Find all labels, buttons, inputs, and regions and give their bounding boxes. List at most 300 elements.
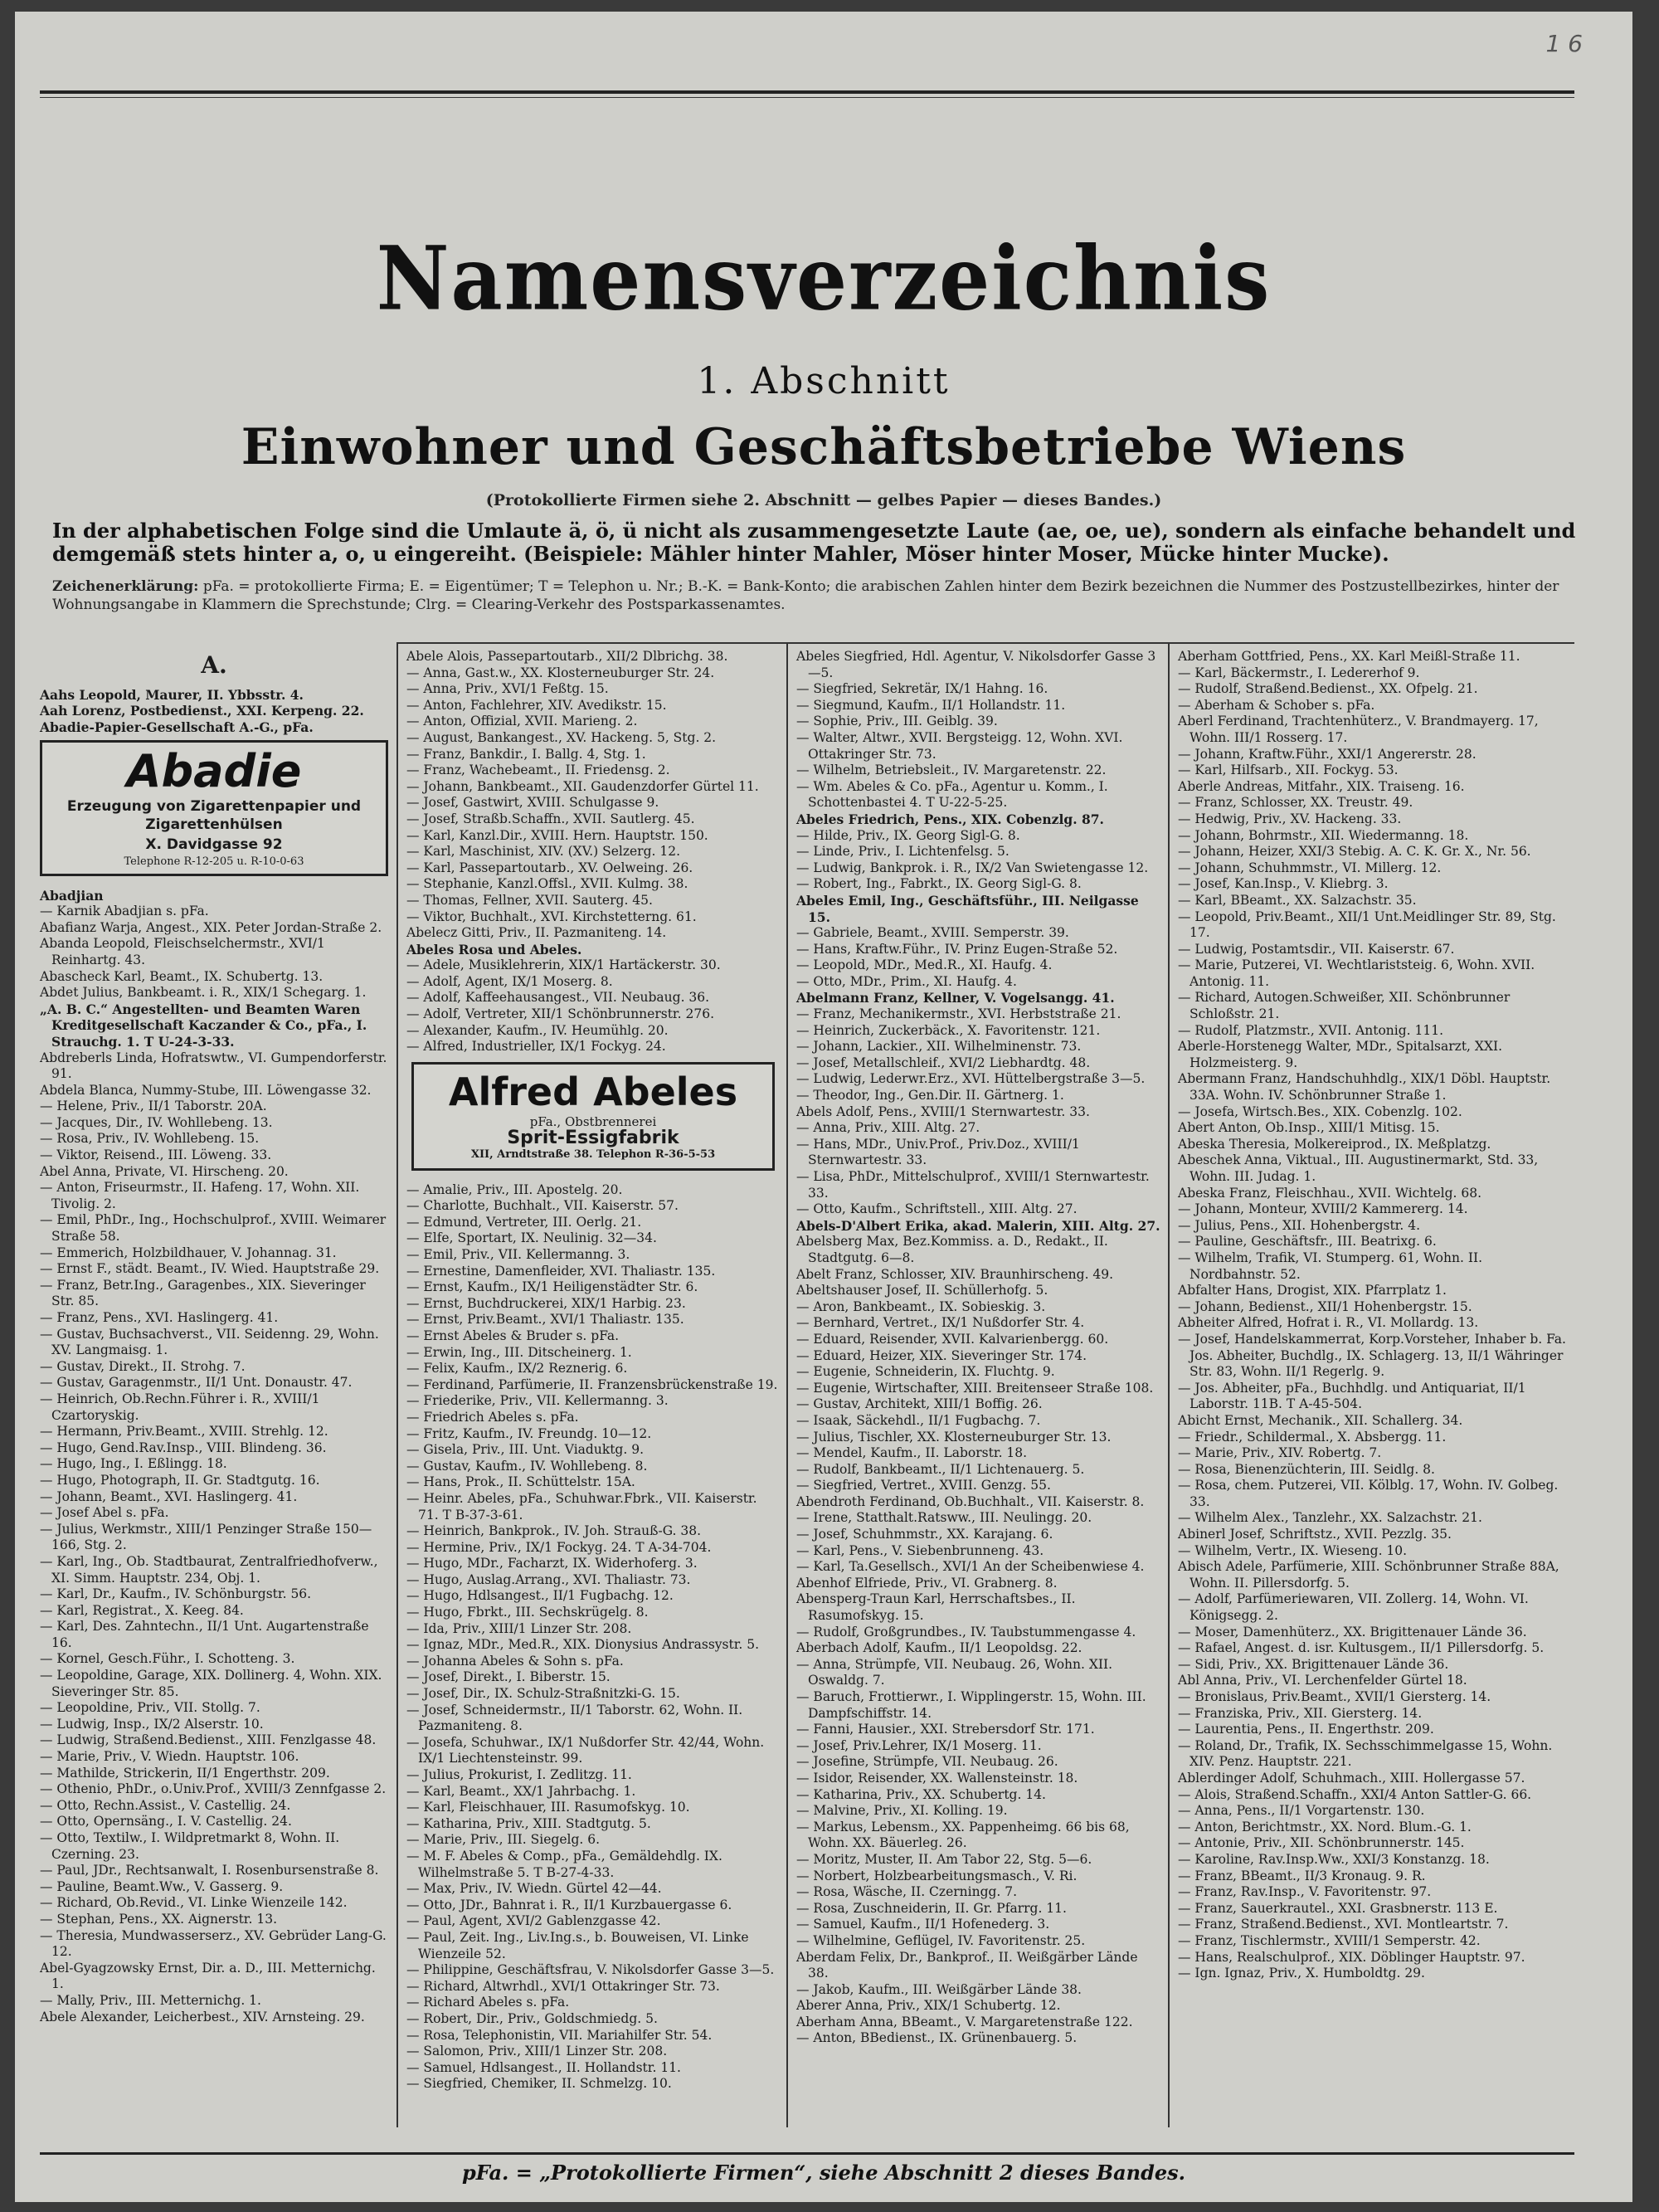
directory-entry: — Rudolf, Platzmstr., XVII. Antonig. 111.	[1178, 1022, 1444, 1038]
directory-page	[15, 12, 1632, 2202]
directory-entry: Abel Anna, Private, VI. Hirscheng. 20.	[40, 1163, 289, 1179]
directory-entry: — Hans, MDr., Univ.Prof., Priv.Doz., XVIII/1 Sternwartestr. 33.	[796, 1136, 1080, 1168]
directory-entry: — Otto, Opernsäng., I. V. Castellig. 24.	[40, 1814, 292, 1830]
directory-entry: — August, Bankangest., XV. Hackeng. 5, Stg. 2.	[406, 729, 717, 745]
directory-entry: Abeles Siegfried, Hdl. Agentur, V. Nikolsdorfer Gasse 3—5.	[796, 649, 1156, 680]
directory-entry: — Viktor, Buchhalt., XVI. Kirchstetterng. 61.	[406, 909, 697, 924]
directory-entry: — Anna, Pens., II/1 Vorgartenstr. 130.	[1178, 1803, 1425, 1819]
directory-entry: — Baruch, Frottierwr., I. Wipplingerstr. 15, Wohn. III. Dampfschiffstr. 14.	[796, 1689, 1146, 1721]
directory-entry: Abele Alois, Passepartoutarb., XII/2 Dlbrichg. 38.	[406, 649, 728, 664]
directory-entry: — Johann, Lackier., XII. Wilhelminenstr. 73.	[796, 1039, 1082, 1055]
directory-entry: Abafianz Warja, Angest., XIX. Peter Jordan-Straße 2.	[40, 919, 382, 935]
directory-entry: — Viktor, Reisend., III. Löweng. 33.	[40, 1147, 272, 1163]
directory-entry: — Ludwig, Insp., IX/2 Alserstr. 10.	[40, 1716, 264, 1732]
directory-entry: — Josef, Dir., IX. Schulz-Straßnitzki-G. 15.	[406, 1686, 680, 1702]
directory-entry: — Wm. Abeles & Co. pFa., Agentur u. Komm., I. Schottenbastei 4. T U-22-5-25.	[796, 778, 1108, 811]
directory-entry: Abisch Adele, Parfümerie, XIII. Schönbrunner Straße 88A, Wohn. II. Pillersdorfg. 5.	[1178, 1559, 1559, 1591]
directory-entry: — Samuel, Kaufm., II/1 Hofenederg. 3.	[796, 1917, 1050, 1932]
directory-entry: — Eugenie, Wirtschafter, XIII. Breitenseer Straße 108.	[796, 1380, 1154, 1396]
directory-entry: — Josef, Straßb.Schaffn., XVII. Sautlerg. 45.	[406, 811, 695, 826]
directory-entry: Abeska Franz, Fleischhau., XVII. Wichtelg. 68.	[1178, 1185, 1482, 1201]
directory-entry: — Thomas, Fellner, XVII. Sauterg. 45.	[406, 892, 653, 908]
directory-entry: — Ludwig, Bankprok. i. R., IX/2 Van Swietengasse 12.	[796, 860, 1149, 875]
directory-entry: — Aberham & Schober s. pFa.	[1178, 697, 1375, 713]
directory-entry: — Salomon, Priv., XIII/1 Linzer Str. 208.	[406, 2044, 668, 2059]
abeles-line-1: pFa., Obstbrennerei	[529, 1113, 657, 1129]
directory-entry: — Johann, Bankbeamt., XII. Gaudenzdorfer Gürtel 11.	[406, 778, 759, 794]
directory-entry: — Markus, Lebensm., XX. Pappenheimg. 66 bis 68, Wohn. XX. Bäuerleg. 26.	[796, 1819, 1130, 1851]
directory-entry: — Hans, Kraftw.Führ., IV. Prinz Eugen-Straße 52.	[796, 941, 1118, 957]
directory-entry: — Eduard, Reisender, XVII. Kalvarienbergg. 60.	[796, 1331, 1109, 1347]
page-title: Namensverzeichnis	[376, 227, 1272, 330]
top-rule-thin	[40, 97, 1574, 98]
directory-entry: Abeles Emil, Ing., Geschäftsführ., III. Neilgasse 15.	[796, 892, 1139, 925]
directory-entry: — Wilhelm, Trafik, VI. Stumperg. 61, Wohn. II. Nordbahnstr. 52.	[1178, 1250, 1482, 1282]
directory-entry: Aahs Leopold, Maurer, II. Ybbsstr. 4.	[40, 686, 304, 703]
directory-entry: — Jos. Abheiter, pFa., Buchhdlg. und Antiquariat, II/1 Laborstr. 11B. T A-45-504.	[1178, 1380, 1526, 1412]
directory-entry: — Othenio, PhDr., o.Univ.Prof., XVIII/3 Zennfgasse 2.	[40, 1781, 387, 1797]
page-subtitle: Einwohner und Geschäftsbetriebe Wiens	[241, 418, 1407, 476]
directory-entry: — Karl, Fleischhauer, III. Rasumofskyg. 10.	[406, 1800, 690, 1815]
directory-entry: — Adolf, Agent, IX/1 Moserg. 8.	[406, 973, 613, 989]
directory-entry: „A. B. C.“ Angestellten- und Beamten Waren Kreditgesellschaft Kaczander & Co., pFa., I. Strauchg. 1. T U-24-3-33.	[40, 1001, 367, 1050]
directory-entry: — Hugo, Gend.Rav.Insp., VIII. Blindeng. 36.	[40, 1440, 327, 1455]
directory-entry: — Elfe, Sportart, IX. Neulinig. 32—34.	[406, 1230, 657, 1246]
directory-entry: — Aron, Bankbeamt., IX. Sobieskig. 3.	[796, 1298, 1046, 1314]
abadie-line-1: Erzeugung von Zigarettenpapier und	[66, 798, 362, 816]
directory-entry: — Charlotte, Buchhalt., VII. Kaiserstr. 57.	[406, 1198, 679, 1214]
directory-entry: — Paul, JDr., Rechtsanwalt, I. Rosenbursenstraße 8.	[40, 1863, 379, 1878]
directory-entry: — Paul, Zeit. Ing., Liv.Ing.s., b. Bouweisen, VI. Linke Wienzeile 52.	[406, 1929, 749, 1961]
directory-entry: — Hugo, Photograph, II. Gr. Stadtgutg. 16.	[40, 1472, 320, 1488]
directory-entry: — Richard, Autogen.Schweißer, XII. Schönbrunner Schloßstr. 21.	[1178, 990, 1511, 1022]
directory-entry: — Karoline, Rav.Insp.Ww., XXI/3 Konstanzg. 18.	[1178, 1851, 1490, 1867]
directory-entry: — Gustav, Garagenmstr., II/1 Unt. Donaustr. 47.	[40, 1375, 353, 1391]
directory-entry: — Kornel, Gesch.Führ., I. Schotteng. 3.	[40, 1651, 295, 1667]
directory-entry: Abinerl Josef, Schriftstz., XVII. Pezzlg. 35.	[1178, 1527, 1452, 1542]
directory-entry: Abel-Gyagzowsky Ernst, Dir. a. D., III. Metternichg. 1.	[40, 1960, 376, 1992]
column-1	[40, 649, 388, 2025]
directory-entry: — Franz, Schlosser, XX. Treustr. 49.	[1178, 795, 1413, 811]
directory-entry: Abeska Theresia, Molkereiprod., IX. Meßplatzg.	[1178, 1136, 1491, 1152]
directory-entry: Abermann Franz, Handschuhhdlg., XIX/1 Döbl. Hauptstr. 33A. Wohn. IV. Schönbrunner Straße 1.	[1178, 1071, 1551, 1104]
directory-entry: — Ferdinand, Parfümerie, II. Franzensbrückenstraße 19.	[406, 1376, 778, 1392]
directory-entry: — Fritz, Kaufm., IV. Freundg. 10—12.	[406, 1425, 652, 1441]
directory-entry: Abels-D'Albert Erika, akad. Malerin, XIII. Altg. 27.	[796, 1217, 1160, 1234]
directory-entry: — Pauline, Beamt.Ww., V. Gasserg. 9.	[40, 1878, 284, 1894]
directory-entry: — Walter, Altwr., XVII. Bergsteigg. 12, Wohn. XVI. Ottakringer Str. 73.	[796, 729, 1123, 762]
directory-entry: — Heinrich, Zuckerbäck., X. Favoritenstr. 121.	[796, 1022, 1101, 1038]
directory-entry: — Wilhelm Alex., Tanzlehr., XX. Salzachstr. 21.	[1178, 1510, 1482, 1526]
directory-entry: — Marie, Priv., XIV. Robertg. 7.	[1178, 1445, 1382, 1461]
col2-top-entries	[406, 649, 780, 1055]
directory-entry: Abascheck Karl, Beamt., IX. Schubertg. 13.	[40, 968, 324, 984]
column-4	[1178, 649, 1568, 1982]
col1-top-entries	[40, 687, 388, 736]
directory-entry: — Richard, Ob.Revid., VI. Linke Wienzeile 142.	[40, 1895, 348, 1911]
directory-entry: — Franz, Wachebeamt., II. Friedensg. 2.	[406, 763, 670, 778]
directory-entry: Aberham Anna, BBeamt., V. Margaretenstraße 122.	[796, 2014, 1133, 2029]
column-divider-3	[1168, 642, 1170, 2127]
directory-entry: Aberle Andreas, Mitfahr., XIX. Traiseng. 16.	[1178, 778, 1465, 794]
directory-entry: — Josef, Gastwirt, XVIII. Schulgasse 9.	[406, 795, 659, 811]
directory-entry: — Ignaz, MDr., Med.R., XIX. Dionysius Andrassystr. 5.	[406, 1637, 760, 1653]
directory-entry: — Leopold, Priv.Beamt., XII/1 Unt.Meidlinger Str. 89, Stg. 17.	[1178, 909, 1556, 941]
directory-entry: — Malvine, Priv., XI. Kolling. 19.	[796, 1803, 1008, 1819]
directory-entry: — Hugo, Ing., I. Eßlingg. 18.	[40, 1456, 227, 1472]
directory-entry: — Philippine, Geschäftsfrau, V. Nikolsdorfer Gasse 3—5.	[406, 1962, 775, 1978]
directory-entry: — Josefa, Wirtsch.Bes., XIX. Cobenzlg. 102.	[1178, 1104, 1462, 1119]
directory-entry: — Max, Priv., IV. Wiedn. Gürtel 42—44.	[406, 1881, 662, 1897]
directory-entry: — Rosa, Priv., IV. Wohllebeng. 15.	[40, 1131, 260, 1147]
legend-label: Zeichenerklärung:	[52, 578, 199, 595]
directory-entry: — Johann, Schuhmmstr., VI. Millerg. 12.	[1178, 860, 1442, 875]
directory-entry: — Franz, Straßend.Bedienst., XVI. Montleartstr. 7.	[1178, 1917, 1509, 1932]
directory-entry: — Karl, Beamt., XX/1 Jahrbachg. 1.	[406, 1783, 636, 1799]
directory-entry: — Karl, Maschinist, XIV. (XV.) Selzerg. 12.	[406, 844, 681, 860]
col2-entries	[406, 1182, 780, 2093]
directory-entry: — Ernst, Kaufm., IX/1 Heiligenstädter Str. 6.	[406, 1279, 698, 1295]
directory-entry: — Josef, Handelskammerrat, Korp.Vorsteher, Inhaber b. Fa. Jos. Abheiter, Buchdlg., IX. Schlagerg. 13, II/1 Währinger Str. 83, Wohn. II/1 Regerlg. 9.	[1178, 1331, 1566, 1380]
directory-entry: — Rosa, Telephonistin, VII. Mariahilfer Str. 54.	[406, 2027, 713, 2043]
page-number-handwritten: 1 6	[1545, 30, 1583, 57]
directory-entry: — Gustav, Kaufm., IV. Wohllebeng. 8.	[406, 1458, 648, 1474]
directory-entry: — Josef, Schuhmmstr., XX. Karajang. 6.	[796, 1527, 1053, 1542]
directory-entry: — Josef, Metallschleif., XVI/2 Liebhardtg. 48.	[796, 1055, 1091, 1070]
directory-entry: Abdreberls Linda, Hofratswtw., VI. Gumpendorferstr. 91.	[40, 1050, 387, 1082]
directory-entry: — Franz, BBeamt., II/3 Kronaug. 9. R.	[1178, 1868, 1426, 1883]
abadie-advertisement	[40, 740, 388, 875]
directory-entry: — Gabriele, Beamt., XVIII. Semperstr. 39.	[796, 925, 1069, 941]
directory-entry: — Karl, Pens., V. Siebenbrunneng. 43.	[796, 1542, 1044, 1558]
directory-entry: — Friedrich Abeles s. pFa.	[406, 1409, 579, 1425]
directory-entry: Aberer Anna, Priv., XIX/1 Schubertg. 12.	[796, 1998, 1061, 2014]
directory-entry: — Leopold, MDr., Med.R., XI. Haufg. 4.	[796, 957, 1053, 973]
directory-entry: — Josef Abel s. pFa.	[40, 1505, 169, 1521]
directory-entry: — Rosa, Zuschneiderin, II. Gr. Pfarrg. 11.	[796, 1900, 1067, 1916]
directory-entry: — Felix, Kaufm., IX/2 Reznerig. 6.	[406, 1361, 628, 1376]
directory-entry: — Marie, Priv., III. Siegelg. 6.	[406, 1832, 601, 1848]
top-rule	[40, 90, 1574, 94]
directory-entry: — Wilhelm, Betriebsleit., IV. Margaretenstr. 22.	[796, 763, 1107, 778]
paren-note: (Protokollierte Firmen siehe 2. Abschnitt — gelbes Papier — dieses Bandes.)	[485, 491, 1162, 509]
directory-entry: — Erwin, Ing., III. Ditscheinerg. 1.	[406, 1344, 632, 1360]
directory-entry: — Samuel, Hdlsangest., II. Hollandstr. 11.	[406, 2059, 681, 2075]
directory-entry: — Johanna Abeles & Sohn s. pFa.	[406, 1653, 624, 1669]
directory-entry: Abadie-Papier-Gesellschaft A.-G., pFa.	[40, 719, 314, 735]
directory-entry: — Karl, Ta.Gesellsch., XVI/1 An der Scheibenwiese 4.	[796, 1559, 1145, 1575]
directory-entry: — Karl, Passepartoutarb., XV. Oelweing. 26.	[406, 860, 693, 875]
directory-entry: — Karnik Abadjian s. pFa.	[40, 904, 209, 919]
directory-entry: — Ernst Abeles & Bruder s. pFa.	[406, 1328, 620, 1343]
directory-entry: — Siegfried, Chemiker, II. Schmelzg. 10.	[406, 2076, 672, 2092]
directory-entry: — Richard, Altwrhdl., XVI/1 Ottakringer Str. 73.	[406, 1978, 720, 1994]
directory-entry: — Anton, BBedienst., IX. Grünenbauerg. 5.	[796, 2030, 1078, 2046]
directory-entry: — Anna, Priv., XIII. Altg. 27.	[796, 1120, 980, 1136]
directory-entry: Abicht Ernst, Mechanik., XII. Schallerg. 34.	[1178, 1412, 1463, 1428]
directory-entry: — Josefine, Strümpfe, VII. Neubaug. 26.	[796, 1754, 1058, 1770]
directory-entry: — Anna, Priv., XVI/1 Feßtg. 15.	[406, 681, 609, 697]
directory-entry: — Theodor, Ing., Gen.Dir. II. Gärtnerg. 1.	[796, 1088, 1064, 1104]
directory-entry: — Karl, Des. Zahntechn., II/1 Unt. Augartenstraße 16.	[40, 1619, 369, 1650]
directory-entry: — Richard Abeles s. pFa.	[406, 1995, 570, 2010]
directory-entry: Aberbach Adolf, Kaufm., II/1 Leopoldsg. 22.	[796, 1640, 1082, 1656]
directory-entry: — Mathilde, Strickerin, II/1 Engerthstr. 209.	[40, 1765, 330, 1781]
directory-entry: Abendroth Ferdinand, Ob.Buchhalt., VII. Kaiserstr. 8.	[796, 1493, 1145, 1509]
directory-entry: — Alexander, Kaufm., IV. Heumühlg. 20.	[406, 1022, 669, 1038]
directory-entry: Abele Alexander, Leicherbest., XIV. Arnsteing. 29.	[40, 2009, 365, 2024]
directory-entry: Abelmann Franz, Kellner, V. Vogelsangg. 41.	[796, 990, 1115, 1006]
directory-entry: — Adolf, Vertreter, XII/1 Schönbrunnerstr. 276.	[406, 1006, 715, 1022]
directory-entry: — Norbert, Holzbearbeitungsmasch., V. Ri.	[796, 1868, 1078, 1883]
directory-entry: — Hugo, Auslag.Arrang., XVI. Thaliastr. 73.	[406, 1571, 691, 1587]
directory-entry: — Robert, Ing., Fabrkt., IX. Georg Sigl-G. 8.	[796, 876, 1082, 892]
directory-entry: — Josef, Kan.Insp., V. Kliebrg. 3.	[1178, 876, 1389, 892]
directory-entry: Abensperg-Traun Karl, Herrschaftsbes., II. Rasumofskyg. 15.	[796, 1591, 1076, 1624]
directory-entry: — Franz, Betr.Ing., Garagenbes., XIX. Sieveringer Str. 85.	[40, 1277, 366, 1309]
directory-entry: Abeltshauser Josef, II. Schüllerhofg. 5.	[796, 1283, 1048, 1298]
directory-entry: Abfalter Hans, Drogist, XIX. Pfarrplatz 1.	[1178, 1283, 1447, 1298]
directory-entry: Ablerdinger Adolf, Schuhmach., XIII. Hollergasse 57.	[1178, 1770, 1525, 1786]
directory-entry: — Karl, BBeamt., XX. Salzachstr. 35.	[1178, 892, 1417, 908]
directory-entry: — Mendel, Kaufm., II. Laborstr. 18.	[796, 1445, 1028, 1461]
directory-entry: — Josefa, Schuhwar., IX/1 Nußdorfer Str. 42/44, Wohn. IX/1 Liechtensteinstr. 99.	[406, 1734, 765, 1766]
directory-entry: — Adolf, Parfümeriewaren, VII. Zollerg. 14, Wohn. VI. Königsegg. 2.	[1178, 1591, 1529, 1624]
directory-entry: — Ernst, Priv.Beamt., XVI/1 Thaliastr. 135.	[406, 1312, 684, 1328]
directory-entry: — Rudolf, Großgrundbes., IV. Taubstummengasse 4.	[796, 1624, 1136, 1640]
directory-entry: — Siegfried, Sekretär, IX/1 Hahng. 16.	[796, 681, 1048, 697]
directory-entry: — Rosa, chem. Putzerei, VII. Kölblg. 17, Wohn. IV. Golbeg. 33.	[1178, 1478, 1559, 1509]
directory-entry: — Leopoldine, Priv., VII. Stollg. 7.	[40, 1700, 260, 1716]
directory-entry: — Ernestine, Damenfleider, XVI. Thaliastr. 135.	[406, 1263, 716, 1279]
directory-entry: — Hermann, Priv.Beamt., XVIII. Strehlg. 12.	[40, 1424, 328, 1440]
directory-entry: — Johann, Kraftw.Führ., XXI/1 Angererstr. 28.	[1178, 746, 1477, 762]
directory-entry: — Otto, MDr., Prim., XI. Haufg. 4.	[796, 973, 1017, 989]
abadie-address: X. Davidgasse 92	[145, 836, 283, 854]
directory-entry: — Hugo, Hdlsangest., II/1 Fugbachg. 12.	[406, 1588, 674, 1604]
directory-entry: — Ernst, Buchdruckerei, XIX/1 Harbig. 23.	[406, 1295, 686, 1311]
directory-entry: Abanda Leopold, Fleischselchermstr., XVI/1 Reinhartg. 43.	[40, 936, 325, 967]
directory-entry: — Julius, Pens., XII. Hohenbergstr. 4.	[1178, 1217, 1421, 1233]
directory-entry: — Mally, Priv., III. Metternichg. 1.	[40, 1992, 261, 2008]
directory-entry: — Ludwig, Straßend.Bedienst., XIII. Fenzlgasse 48.	[40, 1732, 377, 1748]
directory-entry: — Franz, Pens., XVI. Haslingerg. 41.	[40, 1310, 279, 1325]
directory-entry: — Ernst F., städt. Beamt., IV. Wied. Hauptstraße 29.	[40, 1261, 380, 1277]
directory-entry: — Jakob, Kaufm., III. Weißgärber Lände 38.	[796, 1981, 1082, 1997]
column-divider-2	[786, 642, 788, 2127]
directory-entry: — Hedwig, Priv., XV. Hackeng. 33.	[1178, 811, 1402, 826]
directory-entry: — Ludwig, Lederwr.Erz., XVI. Hüttelbergstraße 3—5.	[796, 1071, 1146, 1087]
col3-entries	[796, 649, 1161, 2047]
directory-entry: — Fanni, Hausier., XXI. Strebersdorf Str. 171.	[796, 1722, 1095, 1737]
directory-entry: — Pauline, Geschäftsfr., III. Beatrixg. 6.	[1178, 1234, 1437, 1250]
directory-entry: — Emmerich, Holzbildhauer, V. Johannag. 31.	[40, 1245, 337, 1260]
directory-entry: — Josef, Priv.Lehrer, IX/1 Moserg. 11.	[796, 1737, 1042, 1753]
directory-entry: — Leopoldine, Garage, XIX. Dollinerg. 4, Wohn. XIX. Sieveringer Str. 85.	[40, 1668, 382, 1699]
directory-entry: Aberham Gottfried, Pens., XX. Karl Meißl-Straße 11.	[1178, 649, 1520, 664]
directory-entry: — Roland, Dr., Trafik, IX. Sechsschimmelgasse 15, Wohn. XIV. Penz. Hauptstr. 221.	[1178, 1737, 1553, 1770]
directory-entry: Aberle-Horstenegg Walter, MDr., Spitalsarzt, XXI. Holzmeisterg. 9.	[1178, 1039, 1503, 1070]
directory-entry: Abert Anton, Ob.Insp., XIII/1 Mitisg. 15.	[1178, 1120, 1440, 1136]
directory-entry: — Antonie, Priv., XII. Schönbrunnerstr. 145.	[1178, 1835, 1465, 1851]
directory-entry: — Franziska, Priv., XII. Giersterg. 14.	[1178, 1705, 1423, 1721]
directory-entry: — Lisa, PhDr., Mittelschulprof., XVIII/1 Sternwartestr. 33.	[796, 1169, 1150, 1201]
directory-entry: — Eduard, Heizer, XIX. Sieveringer Str. 174.	[796, 1347, 1087, 1363]
directory-entry: Abeles Rosa und Abeles.	[406, 941, 582, 957]
letter-heading: A.	[201, 651, 227, 679]
directory-entry: Abl Anna, Priv., VI. Lerchenfelder Gürtel 18.	[1178, 1673, 1467, 1688]
directory-entry: — Helene, Priv., II/1 Taborstr. 20A.	[40, 1099, 267, 1114]
directory-entry: Abelt Franz, Schlosser, XIV. Braunhirscheng. 49.	[796, 1266, 1114, 1282]
directory-entry: — Alois, Straßend.Schaffn., XXI/4 Anton Sattler-G. 66.	[1178, 1786, 1532, 1802]
directory-entry: — Hugo, MDr., Facharzt, IX. Widerhoferg. 3.	[406, 1556, 698, 1571]
directory-entry: — Anton, Fachlehrer, XIV. Avedikstr. 15.	[406, 697, 667, 713]
directory-entry: — Emil, Priv., VII. Kellermanng. 3.	[406, 1247, 630, 1262]
directory-entry: Abadjian	[40, 887, 104, 904]
directory-entry: — Sophie, Priv., III. Geiblg. 39.	[796, 714, 998, 729]
directory-entry: — Hermine, Priv., IX/1 Fockyg. 24. T A-34-704.	[406, 1539, 712, 1555]
directory-entry: — Otto, Textilw., I. Wildpretmarkt 8, Wohn. II. Czerning. 23.	[40, 1830, 340, 1862]
directory-entry: — Friederike, Priv., VII. Kellermanng. 3.	[406, 1393, 669, 1409]
directory-entry: — Hugo, Fbrkt., III. Sechskrügelg. 8.	[406, 1605, 649, 1620]
column-top-rule	[397, 642, 1574, 644]
directory-entry: — Gustav, Buchsachverst., VII. Seidenng. 29, Wohn. XV. Langmaisg. 1.	[40, 1326, 379, 1358]
directory-entry: — Rafael, Angest. d. isr. Kultusgem., II/1 Pillersdorfg. 5.	[1178, 1640, 1545, 1656]
footer-rule	[40, 2152, 1574, 2155]
directory-entry: Abdet Julius, Bankbeamt. i. R., XIX/1 Schegarg. 1.	[40, 985, 367, 1001]
legend	[52, 577, 1579, 614]
directory-entry: Abheiter Alfred, Hofrat i. R., VI. Mollardg. 13.	[1178, 1315, 1479, 1331]
directory-entry: — Karl, Registrat., X. Keeg. 84.	[40, 1602, 244, 1618]
directory-entry: — Julius, Prokurist, I. Zedlitzg. 11.	[406, 1767, 632, 1782]
directory-entry: — Sidi, Priv., XX. Brigittenauer Lände 36.	[1178, 1656, 1449, 1672]
abeles-advertisement	[411, 1062, 775, 1171]
directory-entry: — Marie, Putzerei, VI. Wechtlariststeig. 6, Wohn. XVII. Antonig. 11.	[1178, 957, 1535, 989]
section-heading: 1. Abschnitt	[697, 360, 951, 402]
directory-entry: — Karl, Dr., Kaufm., IV. Schönburgstr. 56.	[40, 1586, 312, 1602]
directory-entry: — Wilhelm, Vertr., IX. Wieseng. 10.	[1178, 1542, 1408, 1558]
directory-entry: Aberl Ferdinand, Trachtenhüterz., V. Brandmayerg. 17, Wohn. III/1 Rosserg. 17.	[1178, 714, 1539, 745]
directory-entry: — Irene, Statthalt.Ratsww., III. Neulingg. 20.	[796, 1510, 1092, 1526]
directory-entry: — Amalie, Priv., III. Apostelg. 20.	[406, 1182, 623, 1197]
col4-entries	[1178, 649, 1568, 1982]
directory-entry: — Franz, Tischlermstr., XVIII/1 Semperstr. 42.	[1178, 1932, 1481, 1948]
directory-entry: — Franz, Bankdir., I. Ballg. 4, Stg. 1.	[406, 746, 646, 762]
footer-note: pFa. = „Protokollierte Firmen“, siehe Abschnitt 2 dieses Bandes.	[462, 2161, 1185, 2185]
directory-entry: — Franz, Mechanikermstr., XVI. Herbststraße 21.	[796, 1006, 1121, 1022]
directory-entry: — Emil, PhDr., Ing., Hochschulprof., XVIII. Weimarer Straße 58.	[40, 1212, 387, 1245]
directory-entry: — Siegmund, Kaufm., II/1 Hollandstr. 11.	[796, 697, 1066, 713]
directory-entry: — Stephan, Pens., XX. Aignerstr. 13.	[40, 1911, 278, 1927]
abeles-address: XII, Arndtstraße 38. Telephon R-36-5-53	[470, 1148, 716, 1162]
col1-entries	[40, 888, 388, 2026]
abeles-line-2: Sprit-Essigfabrik	[507, 1128, 679, 1149]
directory-entry: — Heinrich, Ob.Rechn.Führer i. R., XVIII/1 Czartoryskig.	[40, 1391, 320, 1423]
directory-entry: — Paul, Agent, XVI/2 Gablenzgasse 42.	[406, 1913, 661, 1929]
directory-entry: — Otto, Kaufm., Schriftstell., XIII. Altg. 27.	[796, 1201, 1078, 1217]
directory-entry: — Gustav, Architekt, XIII/1 Boffig. 26.	[796, 1396, 1043, 1412]
directory-entry: Abelsberg Max, Bez.Kommiss. a. D., Redakt., II. Stadtgutg. 6—8.	[796, 1234, 1108, 1265]
directory-entry: — Heinrich, Bankprok., IV. Joh. Strauß-G. 38.	[406, 1523, 702, 1539]
directory-entry: — Karl, Ing., Ob. Stadtbaurat, Zentralfriedhofverw., XI. Simm. Hauptstr. 234, Obj. 1.	[40, 1553, 378, 1586]
directory-entry: — Franz, Rav.Insp., V. Favoritenstr. 97.	[1178, 1884, 1432, 1900]
directory-entry: Abelecz Gitti, Priv., II. Pazmaniteng. 14.	[406, 925, 667, 941]
directory-entry: Aberdam Felix, Dr., Bankprof., II. Weißgärber Lände 38.	[796, 1949, 1138, 1981]
directory-entry: — Linde, Priv., I. Lichtenfelsg. 5.	[796, 844, 1010, 860]
directory-entry: Abels Adolf, Pens., XVIII/1 Sternwartestr. 33.	[796, 1104, 1090, 1119]
directory-entry: — Adele, Musiklehrerin, XIX/1 Hartäckerstr. 30.	[406, 957, 721, 973]
directory-entry: — Bernhard, Vertret., IX/1 Nußdorfer Str. 4.	[796, 1315, 1085, 1331]
directory-entry: — Friedr., Schildermal., X. Absbergg. 11.	[1178, 1429, 1447, 1445]
directory-entry: — Anna, Gast.w., XX. Klosterneuburger Str. 24.	[406, 665, 715, 680]
directory-entry: — Ludwig, Postamtsdir., VII. Kaiserstr. 67.	[1178, 941, 1455, 957]
column-2	[406, 649, 780, 2093]
directory-entry: Aah Lorenz, Postbedienst., XXI. Kerpeng. 22.	[40, 703, 364, 719]
directory-entry: — Rudolf, Straßend.Bedienst., XX. Ofpelg. 21.	[1178, 681, 1478, 697]
directory-entry: — Edmund, Vertreter, III. Oerlg. 21.	[406, 1214, 642, 1230]
directory-entry: — Alfred, Industrieller, IX/1 Fockyg. 24.	[406, 1039, 666, 1055]
directory-entry: — Hans, Prok., II. Schüttelstr. 15A.	[406, 1474, 635, 1490]
directory-entry: — Hans, Realschulprof., XIX. Döblinger Hauptstr. 97.	[1178, 1949, 1525, 1965]
directory-entry: — Anna, Strümpfe, VII. Neubaug. 26, Wohn. XII. Oswaldg. 7.	[796, 1656, 1113, 1688]
directory-entry: — Anton, Offizial, XVII. Marieng. 2.	[406, 714, 638, 729]
directory-entry: — Ign. Ignaz, Priv., X. Humboldtg. 29.	[1178, 1966, 1425, 1981]
directory-entry: — Moser, Damenhüterz., XX. Brigittenauer Lände 36.	[1178, 1624, 1527, 1640]
directory-entry: — Johann, Heizer, XXI/3 Stebig. A. C. K. Gr. X., Nr. 56.	[1178, 844, 1531, 860]
directory-entry: — Karl, Hilfsarb., XII. Fockyg. 53.	[1178, 763, 1399, 778]
directory-entry: — Katharina, Priv., XIII. Stadtgutg. 5.	[406, 1815, 651, 1831]
abadie-line-2: Zigarettenhülsen	[145, 816, 283, 834]
directory-entry: — Isidor, Reisender, XX. Wallensteinstr. 18.	[796, 1770, 1078, 1786]
directory-entry: — Anton, Berichtmstr., XX. Nord. Blum.-G. 1.	[1178, 1819, 1472, 1834]
legend-text: pFa. = protokollierte Firma; E. = Eigentümer; T = Telephon u. Nr.; B.-K. = Bank-Konto; die arabischen Zahlen hinter dem Bezirk bezeichnen die Nummer des Postzustellbezirkes, hinter der Wohnungsangabe in Klammern die Sprechstunde; Clrg. = Clearing-Verkehr des Postsparkassenamtes.	[52, 578, 1559, 613]
directory-entry: — Gisela, Priv., III. Unt. Viaduktg. 9.	[406, 1442, 645, 1458]
directory-entry: — M. F. Abeles & Comp., pFa., Gemäldehdlg. IX. Wilhelmstraße 5. T B-27-4-33.	[406, 1848, 722, 1880]
directory-entry: — Adolf, Kaffeehausangest., VII. Neubaug. 36.	[406, 990, 710, 1006]
directory-entry: — Julius, Werkmstr., XIII/1 Penzinger Straße 150—166, Stg. 2.	[40, 1521, 372, 1553]
directory-entry: — Stephanie, Kanzl.Offsl., XVII. Kulmg. 38.	[406, 876, 688, 892]
directory-entry: — Josef, Schneidermstr., II/1 Taborstr. 62, Wohn. II. Pazmaniteng. 8.	[406, 1702, 743, 1734]
directory-entry: — Isaak, Säckehdl., II/1 Fugbachg. 7.	[796, 1412, 1041, 1428]
directory-entry: Abdela Blanca, Nummy-Stube, III. Löwengasse 32.	[40, 1082, 372, 1098]
abeles-brand: Alfred Abeles	[448, 1069, 738, 1114]
directory-entry: — Hilde, Priv., IX. Georg Sigl-G. 8.	[796, 827, 1020, 843]
directory-entry: — Laurentia, Pens., II. Engerthstr. 209.	[1178, 1722, 1434, 1737]
directory-entry: — Gustav, Direkt., II. Strohg. 7.	[40, 1358, 246, 1374]
directory-entry: — Moritz, Muster, II. Am Tabor 22, Stg. 5—6.	[796, 1851, 1092, 1867]
directory-entry: — Johann, Beamt., XVI. Haslingerg. 41.	[40, 1488, 298, 1504]
directory-entry: — Ida, Priv., XIII/1 Linzer Str. 208.	[406, 1620, 632, 1636]
directory-entry: Abeschek Anna, Viktual., III. Augustinermarkt, Std. 33, Wohn. III. Judag. 1.	[1178, 1152, 1539, 1184]
directory-entry: — Otto, Rechn.Assist., V. Castellig. 24.	[40, 1797, 291, 1813]
abadie-brand: Abadie	[126, 745, 302, 798]
directory-entry: — Johann, Monteur, XVIII/2 Kammererg. 14.	[1178, 1201, 1468, 1217]
directory-entry: — Josef, Direkt., I. Biberstr. 15.	[406, 1669, 611, 1685]
directory-entry: — Wilhelmine, Geflügel, IV. Favoritenstr. 25.	[796, 1932, 1086, 1948]
directory-entry: — Rosa, Bienenzüchterin, III. Seidlg. 8.	[1178, 1461, 1435, 1477]
directory-entry: — Johann, Bohrmstr., XII. Wiedermanng. 18.	[1178, 827, 1469, 843]
directory-entry: — Rudolf, Bankbeamt., II/1 Lichtenauerg. 5.	[796, 1461, 1085, 1477]
directory-entry: — Karl, Kanzl.Dir., XVIII. Hern. Hauptstr. 150.	[406, 827, 708, 843]
directory-entry: — Julius, Tischler, XX. Klosterneuburger Str. 13.	[796, 1429, 1112, 1445]
column-divider-1	[397, 642, 398, 2127]
directory-entry: — Heinr. Abeles, pFa., Schuhwar.Fbrk., VII. Kaiserstr. 71. T B-37-3-61.	[406, 1490, 757, 1523]
directory-entry: — Siegfried, Vertret., XVIII. Genzg. 55.	[796, 1478, 1051, 1493]
directory-entry: — Johann, Bedienst., XII/1 Hohenbergstr. 15.	[1178, 1298, 1472, 1314]
directory-entry: — Eugenie, Schneiderin, IX. Fluchtg. 9.	[796, 1364, 1055, 1380]
column-3	[796, 649, 1161, 2047]
directory-entry: — Anton, Friseurmstr., II. Hafeng. 17, Wohn. XII. Tivolig. 2.	[40, 1180, 360, 1211]
